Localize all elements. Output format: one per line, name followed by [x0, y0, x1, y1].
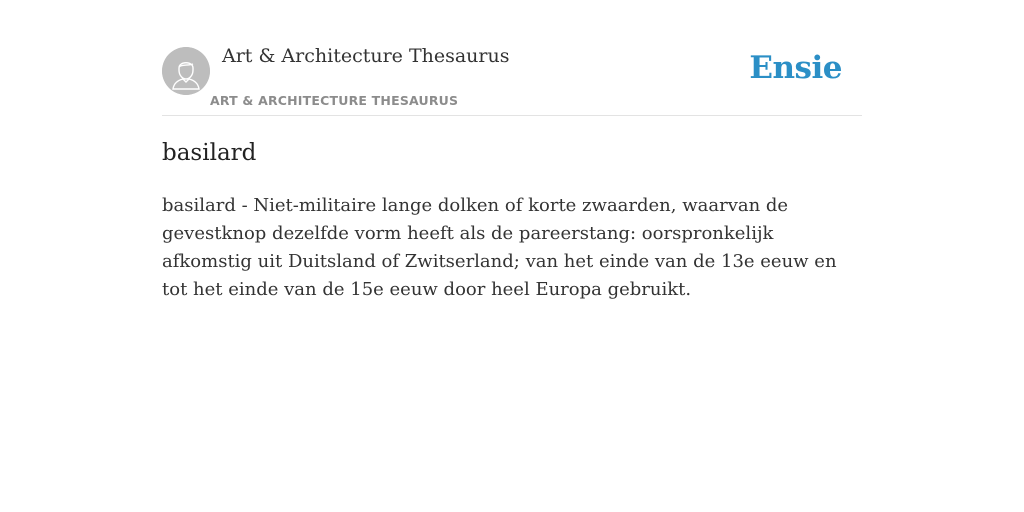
avatar[interactable] [162, 47, 210, 95]
user-silhouette-icon [162, 47, 210, 95]
definition-text: basilard - Niet-militaire lange dolken of korte zwaarden, waarvan de gevestknop dezelfde vorm heeft als de pareerstang: oorspronkelijk afkomstig uit Duitsland of Zwitserland; van het einde van de 13e eeuw en tot het einde van de 15e eeuw door heel Europa gebruikt. [162, 195, 837, 300]
header [162, 0, 862, 116]
page-title: basilard [162, 140, 257, 166]
ensie-logo[interactable]: Ensie [749, 50, 842, 86]
author-subtitle[interactable]: ART & ARCHITECTURE THESAURUS [210, 93, 459, 108]
author-name[interactable]: Art & Architecture Thesaurus [222, 45, 510, 67]
page [162, 0, 862, 300]
